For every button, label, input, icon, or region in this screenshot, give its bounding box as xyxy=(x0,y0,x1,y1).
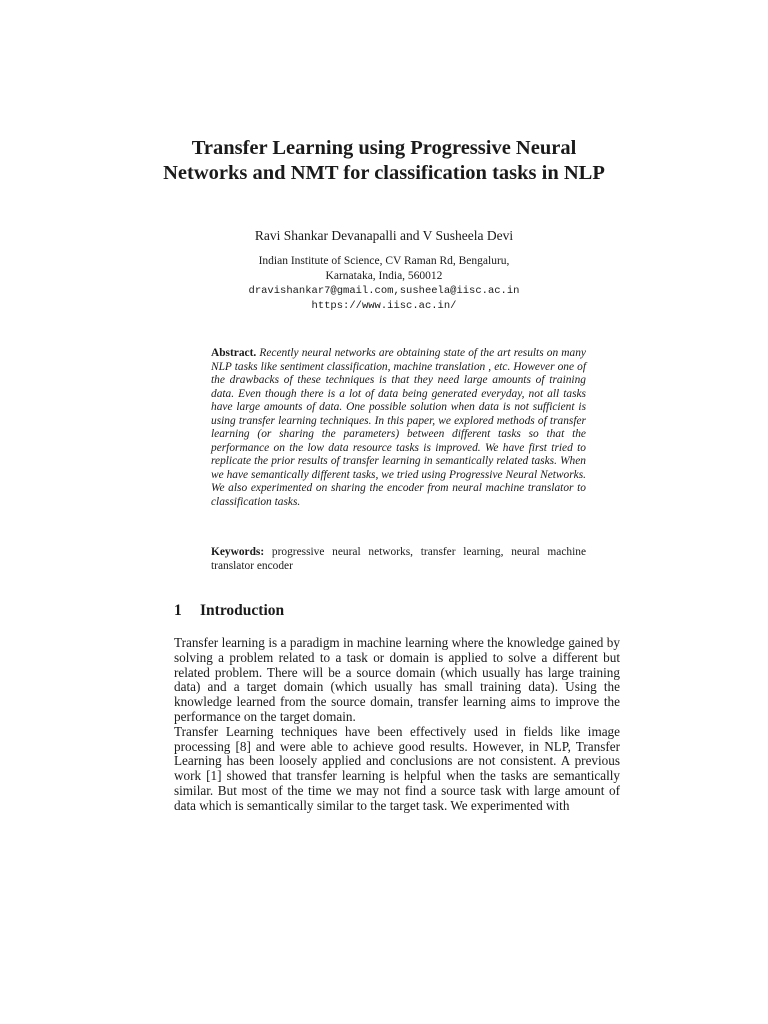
keywords-label: Keywords: xyxy=(211,546,265,558)
abstract-text: Recently neural networks are obtaining state of the art results on many NLP tasks like sentiment classification, machine translation , etc. However one of the drawbacks of these techniques is that they need large amounts of training data. Even though there is a lot of data being generated everyday, not all tasks have large amounts of data. One possible solution when data is not sufficient is using transfer learning techniques. In this paper, we explored methods of transfer learning (or sharing the parameters) between different tasks so that the performance on the low data resource tasks is improved. We have first tried to replicate the prior results of transfer learning in semantically related tasks. When we have semantically different tasks, we tried using Progressive Neural Networks. We also experimented on sharing the encoder from neural machine translator to classification tasks. xyxy=(211,347,586,509)
affiliation-line: Karnataka, India, 560012 xyxy=(325,270,443,282)
paragraph: Transfer learning is a paradigm in machine learning where the knowledge gained by solving a problem related to a task or domain is applied to solve a different but related problem. There will be a source domain (which usually has large training data) and a target domain (which usually has small training data). Using the knowledge learned from the source domain, transfer learning aims to improve the performance on the target domain. xyxy=(174,635,620,724)
paper-title: Transfer Learning using Progressive Neural Networks and NMT for classification tasks in NLP xyxy=(163,137,605,184)
author-emails: dravishankar7@gmail.com,susheela@iisc.ac.in xyxy=(248,285,520,297)
affiliation-line: Indian Institute of Science, CV Raman Rd, Bengaluru, xyxy=(258,255,510,267)
section-heading xyxy=(174,601,284,620)
section-number: 1 xyxy=(174,602,182,619)
section-title: Introduction xyxy=(200,602,285,619)
affiliation-block xyxy=(150,254,618,314)
abstract xyxy=(211,347,586,510)
section-body xyxy=(174,636,620,814)
paragraph: Transfer Learning techniques have been effectively used in fields like image processing [8] and were able to achieve good results. However, in NLP, Transfer Learning has been loosely applied and conclusions are not consistent. A previous work [1] showed that transfer learning is helpful when the tasks are semantically similar. But most of the time we may not find a source task with large amount of data which is semantically similar to the target task. We experimented with xyxy=(174,723,620,813)
keywords xyxy=(211,546,586,573)
author-list: Ravi Shankar Devanapalli and V Susheela Devi xyxy=(254,228,514,243)
institution-website: https://www.iisc.ac.in/ xyxy=(311,300,457,312)
abstract-label: Abstract. xyxy=(211,347,257,359)
keywords-text: progressive neural networks, transfer learning, neural machine translator encoder xyxy=(211,546,587,572)
